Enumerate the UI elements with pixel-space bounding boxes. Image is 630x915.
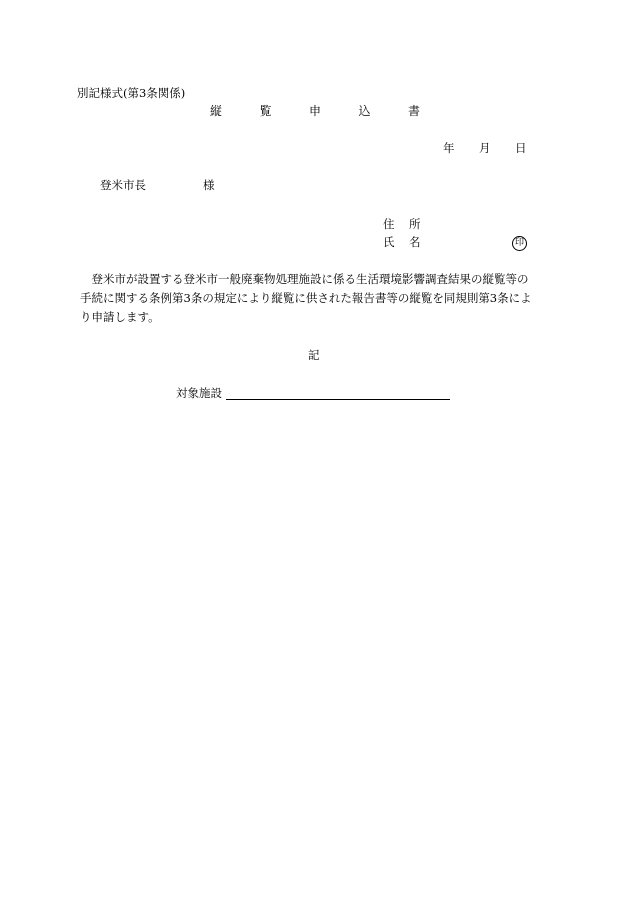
application-body-text bbox=[80, 270, 552, 327]
title-char: 覧 bbox=[259, 104, 272, 118]
addressee-name: 登米市長 bbox=[100, 178, 146, 192]
document-title bbox=[210, 105, 420, 117]
date-year: 年 bbox=[443, 141, 455, 155]
date-month: 月 bbox=[479, 141, 491, 155]
body-line: 手続に関する条例第3条の規定により縦覧に供された報告書等の縦覧を同規則第3条によ bbox=[80, 291, 532, 305]
address-char: 所 bbox=[409, 217, 421, 231]
name-char: 氏 bbox=[383, 235, 395, 249]
name-char: 名 bbox=[409, 235, 421, 249]
title-char: 込 bbox=[358, 104, 371, 118]
name-label bbox=[383, 237, 421, 249]
date-day: 日 bbox=[515, 141, 527, 155]
addressee-honorific: 様 bbox=[203, 178, 215, 192]
body-line: 登米市が設置する登米市一般廃棄物処理施設に係る生活環境影響調査結果の縦覧等の bbox=[80, 272, 529, 286]
title-char: 申 bbox=[308, 104, 321, 118]
facility-label: 対象施設 bbox=[176, 386, 222, 400]
address-label bbox=[383, 219, 421, 231]
title-char: 縦 bbox=[210, 104, 223, 118]
title-char: 書 bbox=[407, 104, 420, 118]
record-label: 記 bbox=[308, 348, 320, 362]
facility-input-line[interactable] bbox=[226, 399, 450, 400]
seal-mark: 印 bbox=[512, 236, 527, 251]
date-field bbox=[443, 143, 527, 155]
body-line: り申請します。 bbox=[80, 310, 160, 324]
address-char: 住 bbox=[383, 217, 395, 231]
addressee bbox=[100, 180, 215, 192]
form-number: 別記様式(第3条関係) bbox=[77, 86, 186, 100]
